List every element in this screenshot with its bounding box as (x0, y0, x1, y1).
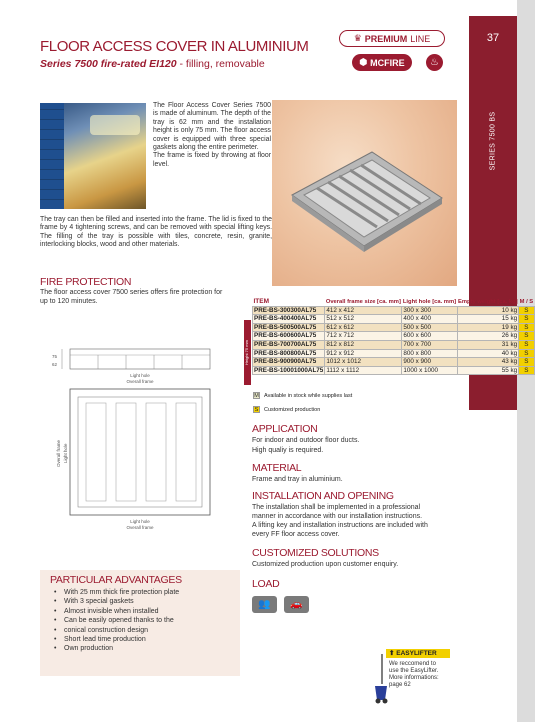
pedestrian-load-icon: 👥 (252, 596, 277, 613)
cell-weight: 19 kg (457, 323, 519, 332)
page-subtitle (40, 58, 265, 70)
advantage-item: • Short lead time production (54, 635, 179, 644)
section-view (70, 349, 210, 369)
installation-line-4: every FF floor access cover. (252, 531, 340, 538)
cell-overall-size: 712 x 712 (325, 332, 402, 341)
easylifter-line-3: More informations: (389, 675, 439, 681)
premium-word: PREMIUM (364, 33, 408, 44)
mcfire-badge (352, 54, 412, 71)
cell-availability: S (519, 366, 535, 375)
installation-line-1: The installation shall be implemented in a professional (252, 504, 421, 511)
cell-light-hole: 600 x 600 (402, 332, 457, 341)
cell-availability: S (519, 332, 535, 341)
easylifter-line-4: page 62 (389, 682, 411, 688)
shield-icon: ⬢ (359, 57, 368, 67)
cell-overall-size: 812 x 812 (325, 341, 402, 350)
cell-light-hole: 900 x 900 (402, 358, 457, 367)
advantage-item: • With 3 special gaskets (54, 597, 179, 606)
cell-overall-size: 412 x 412 (325, 306, 402, 315)
cell-availability: S (519, 315, 535, 324)
height-75-label: 75 (52, 354, 58, 359)
light-hole-label-bottom: Light hole (130, 519, 150, 524)
material-heading: MATERIAL (252, 462, 302, 474)
spec-table (252, 298, 535, 375)
cell-weight: 31 kg (457, 341, 519, 350)
cell-item-code: PRE-BS-900900AL75 (253, 358, 325, 367)
cell-weight: 40 kg (457, 349, 519, 358)
cell-weight: 10 kg (457, 306, 519, 315)
legend-s-text: Customized production (264, 406, 321, 413)
easylifter-line-2: use the EasyLifter. (389, 668, 439, 674)
customized-text: Customized production upon customer enquiry. (252, 561, 399, 568)
series-tab-label: SERIES 7500 BS (489, 111, 497, 171)
installation-heading: INSTALLATION AND OPENING (252, 490, 394, 502)
table-row (253, 358, 535, 367)
overall-frame-label-side: Overall frame (56, 439, 61, 467)
cell-overall-size: 912 x 912 (325, 349, 402, 358)
car-load-icon: 🚗 (284, 596, 309, 613)
product-image (272, 100, 457, 286)
product-render (272, 100, 457, 286)
easylifter-text (389, 661, 459, 689)
advantage-item: • Can be easily opened thanks to the (54, 616, 179, 625)
ceiling-light (90, 115, 140, 135)
advantage-item: • conical construction design (54, 626, 179, 635)
col-item-header: ITEM (253, 298, 270, 305)
table-row (253, 323, 535, 332)
plan-view-light-hole (78, 397, 202, 507)
premium-line-badge (339, 30, 445, 47)
easylifter-label: ⬆ EASYLIFTER (386, 649, 450, 658)
cell-light-hole: 400 x 400 (402, 315, 457, 324)
cell-item-code: PRE-BS-300300AL75 (253, 306, 325, 315)
advantage-item: • Almost invisible when installed (54, 607, 179, 616)
cell-availability: S (519, 323, 535, 332)
plan-view-frame (70, 389, 210, 515)
page-number: 37 (486, 32, 500, 44)
page-title: FLOOR ACCESS COVER IN ALUMINIUM (40, 38, 309, 55)
installation-line-2: manner in accordance with our installation instructions. (252, 513, 423, 520)
table-row (253, 349, 535, 358)
intro-paragraph-1: The Floor Access Cover Series 7500 is made of aluminum. The depth of the tray is 62 mm and the installation height is only 75 mm. The floor access cover is equipped with three special gaskets along the entire perimeter. (153, 102, 271, 152)
advantage-item: • Own production (54, 644, 179, 653)
cell-availability: S (519, 349, 535, 358)
overall-frame-label-top: Overall frame (126, 379, 154, 384)
col-overall-header: Overall frame size [ca. mm] (325, 299, 401, 306)
intro-paragraph-3: The tray can then be filled and inserted into the frame. The lid is fixed to the frame by 4 tightening screws, and can be removed with special lifting keys. The filling of the tray is possible with tiles, concrete, resin, granite, interlocking blocks, wood and other materials. (40, 216, 272, 249)
table-row (253, 366, 535, 375)
table-row (253, 315, 535, 324)
cell-weight: 55 kg (457, 366, 519, 375)
cell-availability: S (519, 306, 535, 315)
installation-line-3: A lifting key and installation instructions are included with (252, 522, 428, 529)
cell-overall-size: 1012 x 1012 (325, 358, 402, 367)
line-word: LINE (410, 33, 431, 44)
cell-light-hole: 300 x 300 (402, 306, 457, 315)
cell-item-code: PRE-BS-600600AL75 (253, 332, 325, 341)
application-line-1: For indoor and outdoor floor ducts. (252, 437, 360, 444)
cell-overall-size: 1112 x 1112 (325, 366, 402, 375)
load-heading: LOAD (252, 578, 280, 590)
technical-drawing (40, 343, 230, 543)
cell-item-code: PRE-BS-500500AL75 (253, 323, 325, 332)
col-weight-header: Empty weight [ca. kg] (458, 299, 518, 306)
advantages-box (40, 570, 240, 676)
table-row (253, 341, 535, 350)
flame-icon: ♨ (426, 54, 443, 71)
legend-m-box: M (254, 393, 259, 399)
cell-weight: 43 kg (457, 358, 519, 367)
cell-overall-size: 612 x 612 (325, 323, 402, 332)
customized-heading: CUSTOMIZED SOLUTIONS (252, 547, 379, 559)
installation-photo (40, 103, 146, 209)
cell-light-hole: 1000 x 1000 (402, 366, 457, 375)
fire-protection-text: The floor access cover 7500 series offers fire protection for up to 120 minutes. (40, 289, 223, 305)
cell-weight: 15 kg (457, 315, 519, 324)
intro-paragraph-2: The frame is fixed by throwing at floor level. (153, 152, 271, 168)
fire-protection-heading: FIRE PROTECTION (40, 276, 132, 288)
light-hole-label-top: Light hole (130, 373, 150, 378)
height-side-label: Height 75 mm (244, 320, 251, 385)
application-line-2: High qualiy is required. (252, 447, 324, 454)
cell-light-hole: 500 x 500 (402, 323, 457, 332)
cell-weight: 26 kg (457, 332, 519, 341)
legend-s-box: S (254, 407, 259, 413)
light-hole-label-side: Light hole (63, 443, 68, 463)
overall-frame-label-bottom: Overall frame (126, 525, 154, 530)
cell-availability: S (519, 341, 535, 350)
advantage-item: • With 25 mm thick fire protection plate (54, 588, 179, 597)
cell-light-hole: 700 x 700 (402, 341, 457, 350)
cell-item-code: PRE-BS-10001000AL75 (254, 366, 324, 374)
application-heading: APPLICATION (252, 423, 318, 435)
advantages-list (54, 588, 179, 654)
col-m-header: M / S (519, 299, 534, 306)
material-text: Frame and tray in aluminium. (252, 476, 343, 483)
easylifter-label-text: EASYLIFTER (396, 650, 437, 657)
table-header-row (253, 298, 535, 306)
cell-item-code: PRE-BS-700700AL75 (253, 341, 325, 350)
legend-m-text: Available in stock while supplies last (264, 392, 353, 399)
subtitle-rest: - filling, removable (176, 58, 265, 70)
legend-m (253, 392, 352, 399)
cell-item-code: PRE-BS-800800AL75 (253, 349, 325, 358)
advantages-heading: PARTICULAR ADVANTAGES (50, 574, 182, 586)
cell-light-hole: 800 x 800 (402, 349, 457, 358)
table-row (253, 306, 535, 315)
spec-table-body (253, 306, 535, 375)
mcfire-label: MCFIRE (370, 57, 405, 68)
table-row (253, 332, 535, 341)
crown-icon: ♛ (353, 33, 362, 43)
legend-s (253, 406, 320, 413)
wall-tiles (40, 103, 64, 209)
intro-text (153, 102, 271, 169)
cell-item-code: PRE-BS-400400AL75 (253, 315, 325, 324)
subtitle-series: Series 7500 fire-rated EI120 (40, 58, 177, 70)
easylifter-box (373, 648, 451, 704)
cell-overall-size: 512 x 512 (325, 315, 402, 324)
cell-availability: S (519, 358, 535, 367)
easylifter-line-1: We reccomend to (389, 661, 436, 667)
height-62-label: 62 (52, 362, 58, 367)
col-light-header: Light hole [ca. mm] (402, 299, 457, 306)
